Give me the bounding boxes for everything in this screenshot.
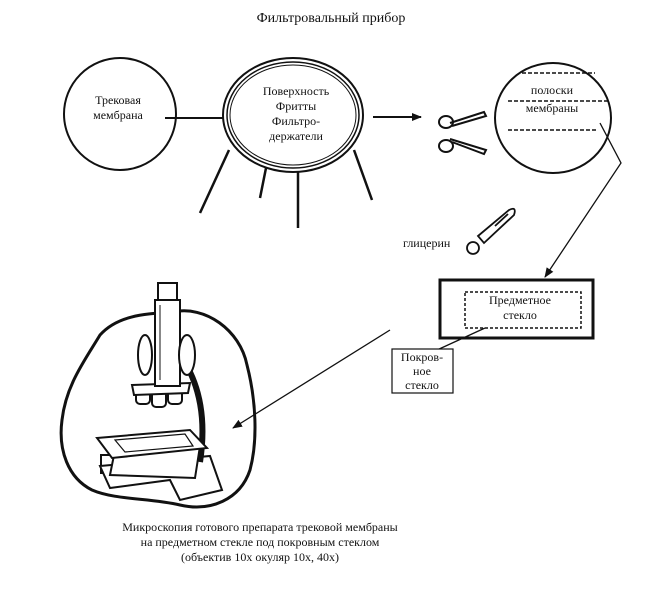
arrow-to-microscope xyxy=(233,330,390,428)
strips-label-1: полоски xyxy=(530,83,574,97)
caption-line-2: на предметном стекле под покровным стеклом xyxy=(140,535,380,549)
cover-label-3: стекло xyxy=(405,378,439,392)
scissors-icon xyxy=(439,112,486,154)
holder-label-2: Фритты xyxy=(275,99,317,113)
caption xyxy=(122,520,398,564)
diagram-title: Фильтровальный прибор xyxy=(256,11,406,26)
membrane-label-1: Трековая xyxy=(95,93,141,107)
slide-node xyxy=(440,280,593,338)
cover-glass-node xyxy=(392,349,453,393)
dropper-icon xyxy=(467,209,515,254)
slide-label-2: стекло xyxy=(503,308,537,322)
holder-label-1: Поверхность xyxy=(262,84,330,98)
caption-line-3: (объектив 10х окуляр 10х, 40х) xyxy=(181,550,339,564)
slide-label-1: Предметное xyxy=(489,293,551,307)
cover-label-2: ное xyxy=(413,364,431,378)
arrow-strips-to-slide xyxy=(545,123,621,277)
filter-holder-node xyxy=(200,58,372,228)
holder-label-4: держатели xyxy=(269,129,323,143)
membrane-strips-node xyxy=(495,63,611,173)
holder-label-3: Фильтро- xyxy=(271,114,321,128)
membrane-node xyxy=(64,58,176,170)
caption-line-1: Микроскопия готового препарата трековой мембраны xyxy=(122,520,398,534)
cover-label-1: Покров- xyxy=(400,350,444,364)
strips-label-2: мембраны xyxy=(525,101,579,115)
glycerin-label: глицерин xyxy=(403,236,451,250)
membrane-label-2: мембрана xyxy=(93,108,143,122)
